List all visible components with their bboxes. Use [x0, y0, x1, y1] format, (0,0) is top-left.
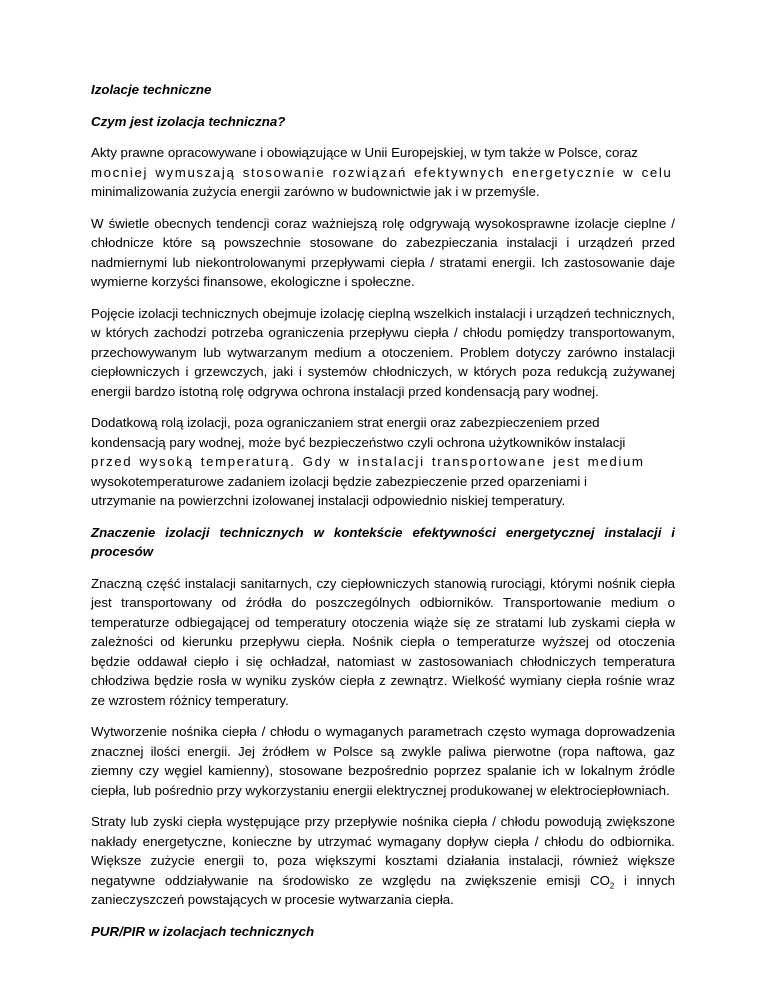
paragraph-text: i innych zanieczyszczeń powstających w procesie wytwarzania ciepła. — [91, 872, 675, 907]
paragraph-pipelines: Znaczną część instalacji sanitarnych, czy ciepłowniczych stanowią rurociągi, którymi nośnik ciepła jest transportowany od źródła do poszczególnych odbiorników. Transportowanie medium o temperaturze odbiegającej od temperatury otoczenia wiąże się ze stratami lub zyskami ciepła w zależności od kierunku przepływu ciepła. Nośnik ciepła o temperaturze wyższej od otoczenia będzie oddawał ciepło i się ochładzał, natomiast w zastosowaniach chłodniczych temperatura chłodziwa będzie rosła w wyniku zysków ciepła z zewnątrz. Wielkość wymiany ciepła rośnie wraz ze wzrostem różnicy temperatury. — [91, 575, 675, 708]
paragraph-eu-regulations — [91, 143, 675, 202]
paragraph-line: wysokotemperaturowe zadaniem izolacji będzie zabezpieczenie przed oparzeniami i — [91, 473, 587, 489]
paragraph-energy-source: Wytworzenie nośnika ciepła / chłodu o wymaganych parametrach często wymaga doprowadzenia znacznej ilości energii. Jej źródłem w Polsce są zwykle paliwa pierwotne (ropa naftowa, gaz ziemny czy węgiel kamienny), stosowane bezpośrednio poprzez spalanie ich w lokalnym źródle ciepła, lub pośrednio przy wykorzystaniu energii elektrycznej produkowanej w elektrociepłowniach. — [91, 724, 675, 798]
co2-subscript: 2 — [609, 881, 615, 891]
paragraph-trends: W świetle obecnych tendencji coraz ważniejszą rolę odgrywają wysokosprawne izolacje cieplne / chłodnicze które są powszechnie stosowane do zabezpieczania instalacji i urządzeń przed nadmiernymi lub niekontrolowanymi przepływami ciepła / stratami energii. Ich zastosowanie daje wymierne korzyści finansowe, ekologiczne i społeczne. — [91, 215, 675, 289]
document-title: Izolacje techniczne — [91, 82, 212, 97]
document-page — [91, 80, 675, 953]
paragraph-line: kondensacją pary wodnej, może być bezpieczeństwo czyli ochrona użytkowników instalacji — [91, 434, 626, 450]
paragraph-line: utrzymanie na powierzchni izolowanej instalacji odpowiednio niskiej temperatury. — [91, 493, 566, 508]
paragraph-safety — [91, 413, 675, 511]
paragraph-line: przed wysoką temperaturą. Gdy w instalacji transportowane jest medium — [91, 454, 645, 469]
section-heading-significance: Znaczenie izolacji technicznych w kontekście efektywności energetycznej instalacji i procesów — [91, 524, 675, 559]
paragraph-text: Straty lub zyski ciepła występujące przy przepływie nośnika ciepła / chłodu powodują zwiększone nakłady energetyczne, konieczne by utrzymać wymagany dopływ ciepła / chłodu do odbiornika. Większe zużycie energii to, poza większymi kosztami działania instalacji, również większe negatywne oddziaływanie na środowisko ze względu na zwiększenie emisji CO — [91, 814, 675, 888]
paragraph-definition: Pojęcie izolacji technicznych obejmuje izolację cieplną wszelkich instalacji i urządzeń technicznych, w których zachodzi potrzeba ograniczenia przepływu ciepła / chłodu pomiędzy transportowanym, przechowywanym lub wytwarzanym medium a otoczeniem. Problem dotyczy zarówno instalacji ciepłowniczych i grzewczych, jaki i systemów chłodniczych, w których poza redukcją zużywanej energii bardzo istotną rolę odgrywa ochrona instalacji przed kondensacją pary wodnej. — [91, 305, 675, 399]
paragraph-line: Dodatkową rolą izolacji, poza ograniczaniem strat energii oraz zabezpieczeniem przed — [91, 415, 600, 430]
section-heading-what-is: Czym jest izolacja techniczna? — [91, 113, 286, 129]
paragraph-line: Akty prawne opracowywane i obowiązujące w Unii Europejskiej, w tym także w Polsce, coraz — [91, 145, 638, 160]
section-heading-pur-pir: PUR/PIR w izolacjach technicznych — [91, 923, 315, 939]
paragraph-line: minimalizowania zużycia energii zarówno w budownictwie jak i w przemyśle. — [91, 184, 540, 199]
paragraph-losses — [91, 812, 675, 910]
paragraph-line: mocniej wymuszają stosowanie rozwiązań efektywnych energetycznie w celu — [91, 164, 673, 180]
